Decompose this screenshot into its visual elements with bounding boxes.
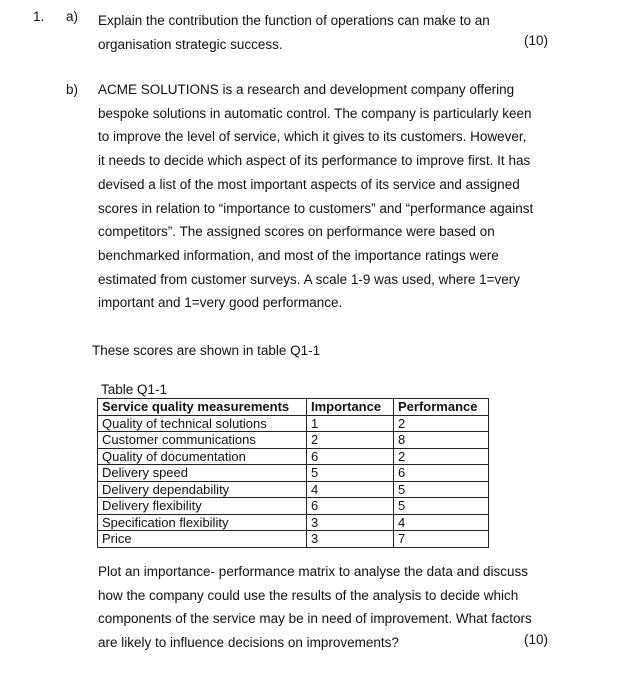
performance-cell: 5 <box>394 481 489 498</box>
part-b-line: devised a list of the most important aspects of its service and assigned <box>98 176 520 192</box>
performance-cell: 4 <box>394 514 489 531</box>
importance-cell: 3 <box>307 531 394 548</box>
part-b-line: benchmarked information, and most of the importance ratings were <box>98 247 499 263</box>
part-b-text <box>98 78 558 315</box>
part-b-line: competitors”. The assigned scores on performance were based on <box>98 224 495 240</box>
part-b-line: estimated from customer surveys. A scale 1-9 was used, where 1=very <box>98 271 521 287</box>
measurement-cell: Quality of documentation <box>98 448 307 465</box>
part-b-line: it needs to decide which aspect of its performance to improve first. It has <box>98 153 531 169</box>
importance-cell: 2 <box>307 432 394 449</box>
table-row <box>98 514 489 531</box>
performance-cell: 2 <box>394 415 489 432</box>
part-a-marks: (10) <box>523 33 548 48</box>
table-row <box>98 481 489 498</box>
measurement-cell: Customer communications <box>98 432 307 449</box>
table-row <box>98 498 489 515</box>
performance-cell: 6 <box>394 465 489 482</box>
performance-cell: 8 <box>394 432 489 449</box>
table-row <box>98 531 489 548</box>
part-a-text <box>98 9 553 57</box>
measurement-cell: Quality of technical solutions <box>98 415 307 432</box>
part-b-marks: (10) <box>523 632 548 647</box>
importance-cell: 4 <box>307 481 394 498</box>
part-a-line: organisation strategic success. <box>98 37 283 52</box>
part-b-line: to improve the level of service, which it gives to its customers. However, <box>98 129 527 145</box>
performance-cell: 7 <box>394 531 489 548</box>
header-importance: Importance <box>307 399 394 416</box>
part-b-line: ACME SOLUTIONS is a research and development company offering <box>98 82 515 97</box>
part-b-line: scores in relation to “importance to customers” and “performance against <box>98 200 534 216</box>
table-caption: Table Q1-1 <box>101 382 168 397</box>
task-line: how the company could use the results of the analysis to decide which <box>98 587 519 603</box>
importance-cell: 6 <box>307 448 394 465</box>
task-text <box>98 560 558 655</box>
part-a-line: Explain the contribution the function of operations can make to an <box>98 13 490 28</box>
table-row <box>98 432 489 449</box>
importance-cell: 1 <box>307 415 394 432</box>
importance-cell: 6 <box>307 498 394 515</box>
scores-table <box>97 398 489 548</box>
importance-cell: 5 <box>307 465 394 482</box>
table-row <box>98 415 489 432</box>
part-a-label: a) <box>66 9 79 24</box>
table-header-row <box>98 399 489 416</box>
performance-cell: 5 <box>394 498 489 515</box>
measurement-cell: Delivery speed <box>98 465 307 482</box>
table-intro: These scores are shown in table Q1-1 <box>92 343 321 358</box>
task-line: are likely to influence decisions on improvements? <box>98 635 399 651</box>
importance-cell: 3 <box>307 514 394 531</box>
header-performance: Performance <box>394 399 489 416</box>
question-number: 1. <box>33 9 45 24</box>
part-b-line: bespoke solutions in automatic control. The company is particularly keen <box>98 105 532 121</box>
part-b-line: important and 1=very good performance. <box>98 295 343 311</box>
measurement-cell: Delivery dependability <box>98 481 307 498</box>
task-line: components of the service may be in need of improvement. What factors <box>98 611 532 627</box>
table-row <box>98 465 489 482</box>
table-row <box>98 448 489 465</box>
measurement-cell: Delivery flexibility <box>98 498 307 515</box>
measurement-cell: Specification flexibility <box>98 514 307 531</box>
performance-cell: 2 <box>394 448 489 465</box>
measurement-cell: Price <box>98 531 307 548</box>
task-line: Plot an importance- performance matrix to analyse the data and discuss <box>98 564 528 579</box>
header-measurement: Service quality measurements <box>98 399 307 416</box>
part-b-label: b) <box>66 82 79 97</box>
